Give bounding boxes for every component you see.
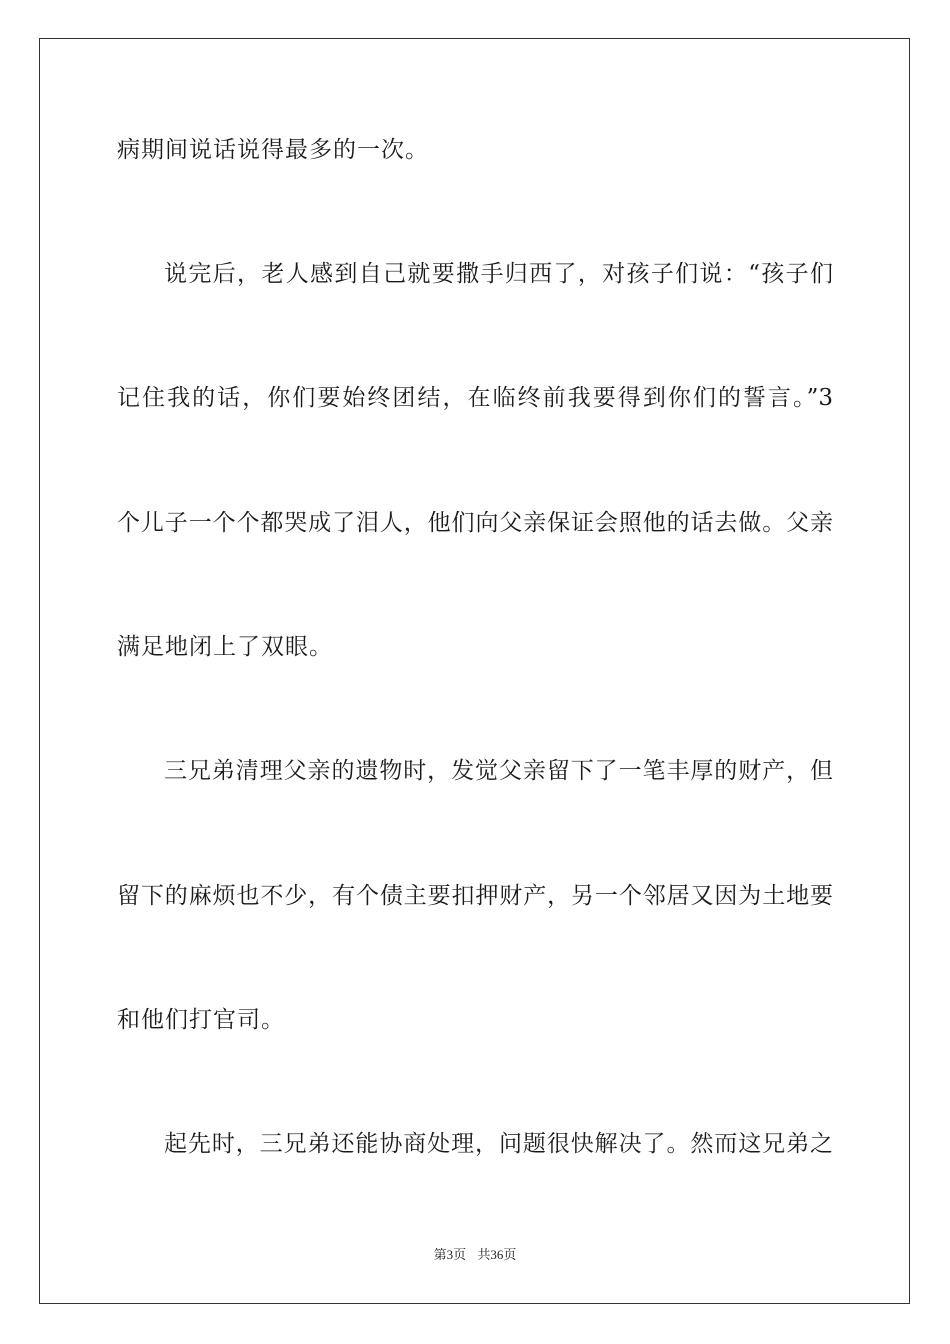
paragraph-start-line: 说完后，老人感到自己就要撒手归西了，对孩子们说：“孩子们: [164, 261, 833, 287]
page-number: 第3页: [433, 1247, 467, 1262]
page-footer: [0, 1246, 950, 1264]
paragraph-start-line: 三兄弟清理父亲的遗物时，发觉父亲留下了一笔丰厚的财产，但: [164, 758, 833, 784]
paragraph-start-line: 起先时，三兄弟还能协商处理，问题很快解决了。然而这兄弟之: [164, 1131, 833, 1157]
text-line: 病期间说话说得最多的一次。: [117, 137, 429, 163]
page-total: 共36页: [477, 1247, 517, 1262]
text-line: 记住我的话，你们要始终团结，在临终前我要得到你们的誓言。”3: [117, 385, 833, 411]
text-line: 满足地闭上了双眼。: [117, 634, 333, 660]
page-border: [39, 38, 910, 1304]
text-line: 留下的麻烦也不少，有个债主要扣押财产，另一个邻居又因为土地要: [117, 883, 833, 909]
text-line: 个儿子一个个都哭成了泪人，他们向父亲保证会照他的话去做。父亲: [117, 510, 833, 536]
text-line: 和他们打官司。: [117, 1007, 285, 1033]
